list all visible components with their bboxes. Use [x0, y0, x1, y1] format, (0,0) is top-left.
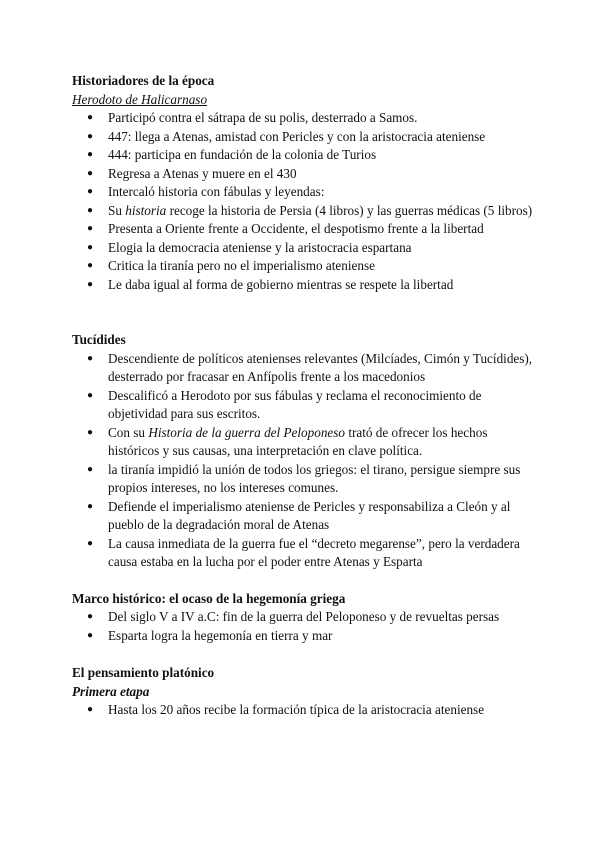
list-item-text: Con su	[108, 424, 149, 440]
bullet-list-primera-etapa	[72, 701, 542, 720]
list-item-text: la tiranía impidió la unión de todos los griegos: el tirano, persigue siempre sus propios intereses, no los intereses comunes.	[108, 461, 521, 495]
list-item-text: Defiende el imperialismo ateniense de Pericles y responsabiliza a Cleón y al pueblo de la degradación moral de Atenas	[108, 498, 511, 532]
list-item	[72, 608, 542, 627]
list-item-text: 444: participa en fundación de la colonia de Turios	[108, 147, 377, 162]
list-item	[72, 109, 542, 128]
bullet-list-marco-historico	[72, 608, 542, 645]
spacer	[72, 294, 542, 331]
list-item	[72, 128, 542, 147]
list-item	[72, 498, 542, 535]
spacer	[72, 572, 542, 590]
list-item-text: Hasta los 20 años recibe la formación típica de la aristocracia ateniense	[108, 702, 485, 717]
bullet-icon: ●	[87, 611, 94, 622]
list-item-text: La causa inmediata de la guerra fue el “decreto megarense”, pero la verdadera causa estaba en la lucha por el poder entre Atenas y Esparta	[108, 535, 520, 569]
list-item-italic-title: Historia de la guerra del Peloponeso	[148, 424, 346, 440]
list-item	[72, 350, 542, 387]
list-item-text: Elogia la democracia ateniense y la aristocracia espartana	[108, 239, 412, 255]
list-item	[72, 627, 542, 646]
list-item	[72, 257, 542, 276]
list-item-text: recoge la historia de Persia (4 libros) y las guerras médicas (5 libros)	[166, 202, 533, 218]
bullet-icon: ●	[87, 629, 94, 641]
section-heading-tucidides: Tucídides	[72, 332, 126, 347]
list-item-text: Critica la tiranía pero no el imperialismo ateniense	[108, 258, 375, 273]
list-item-text: Presenta a Oriente frente a Occidente, el despotismo frente a la libertad	[108, 221, 484, 236]
list-item-text: 447: llega a Atenas, amistad con Pericles y con la aristocracia ateniense	[108, 128, 486, 144]
list-item	[72, 424, 542, 461]
bullet-icon: ●	[87, 463, 94, 475]
subheading-herodoto: Herodoto de Halicarnaso	[72, 91, 208, 107]
bullet-list-tucidides	[72, 350, 542, 572]
bullet-icon: ●	[87, 204, 94, 216]
bullet-icon: ●	[87, 260, 94, 271]
list-item	[72, 701, 542, 720]
bullet-icon: ●	[87, 278, 94, 290]
list-item	[72, 387, 542, 424]
bullet-icon: ●	[87, 112, 94, 123]
bullet-icon: ●	[87, 241, 94, 253]
list-item	[72, 183, 542, 202]
list-item-text: Regresa a Atenas y muere en el 430	[108, 165, 297, 181]
list-item-text: trató de ofrecer los hechos históricos y sus causas, una interpretación en clave política.	[108, 424, 488, 458]
list-item	[72, 535, 542, 572]
bullet-icon: ●	[87, 223, 94, 234]
spacer	[72, 645, 542, 664]
bullet-icon: ●	[87, 704, 94, 715]
subheading-primera-etapa: Primera etapa	[72, 683, 150, 699]
list-item	[72, 202, 542, 221]
list-item-text: Del siglo V a IV a.C: fin de la guerra del Peloponeso y de revueltas persas	[108, 609, 500, 624]
bullet-list-herodoto	[72, 109, 542, 294]
bullet-icon: ●	[87, 352, 94, 364]
list-item-text: Participó contra el sátrapa de su polis, desterrado a Samos.	[108, 110, 418, 125]
list-item-text: Su	[108, 202, 126, 218]
bullet-icon: ●	[87, 149, 94, 160]
list-item	[72, 165, 542, 184]
list-item-text: Le daba igual al forma de gobierno mientras se respete la libertad	[108, 276, 454, 292]
list-item	[72, 276, 542, 295]
bullet-icon: ●	[87, 130, 94, 142]
list-item-italic-title: historia	[125, 202, 167, 218]
bullet-icon: ●	[87, 426, 94, 438]
document-page	[72, 72, 542, 720]
bullet-icon: ●	[87, 537, 94, 549]
section-heading-marco-historico: Marco histórico: el ocaso de la hegemonía griega	[72, 590, 346, 606]
bullet-icon: ●	[87, 389, 94, 401]
list-item-text: Intercaló historia con fábulas y leyendas:	[108, 184, 325, 199]
bullet-icon: ●	[87, 167, 94, 179]
section-heading-historiadores: Historiadores de la época	[72, 73, 215, 88]
list-item-text: Descalificó a Herodoto por sus fábulas y reclama el reconocimiento de objetividad para sus escritos.	[108, 387, 482, 421]
section-heading-pensamiento-platonico: El pensamiento platónico	[72, 665, 215, 680]
list-item	[72, 220, 542, 239]
bullet-icon: ●	[87, 186, 94, 197]
list-item-text: Descendiente de políticos atenienses relevantes (Milcíades, Cimón y Tucídides), desterrado por fracasar en Anfípolis frente a los macedonios	[108, 350, 533, 384]
list-item-text: Esparta logra la hegemonía en tierra y mar	[108, 627, 333, 643]
list-item	[72, 146, 542, 165]
bullet-icon: ●	[87, 500, 94, 512]
list-item	[72, 239, 542, 258]
list-item	[72, 461, 542, 498]
